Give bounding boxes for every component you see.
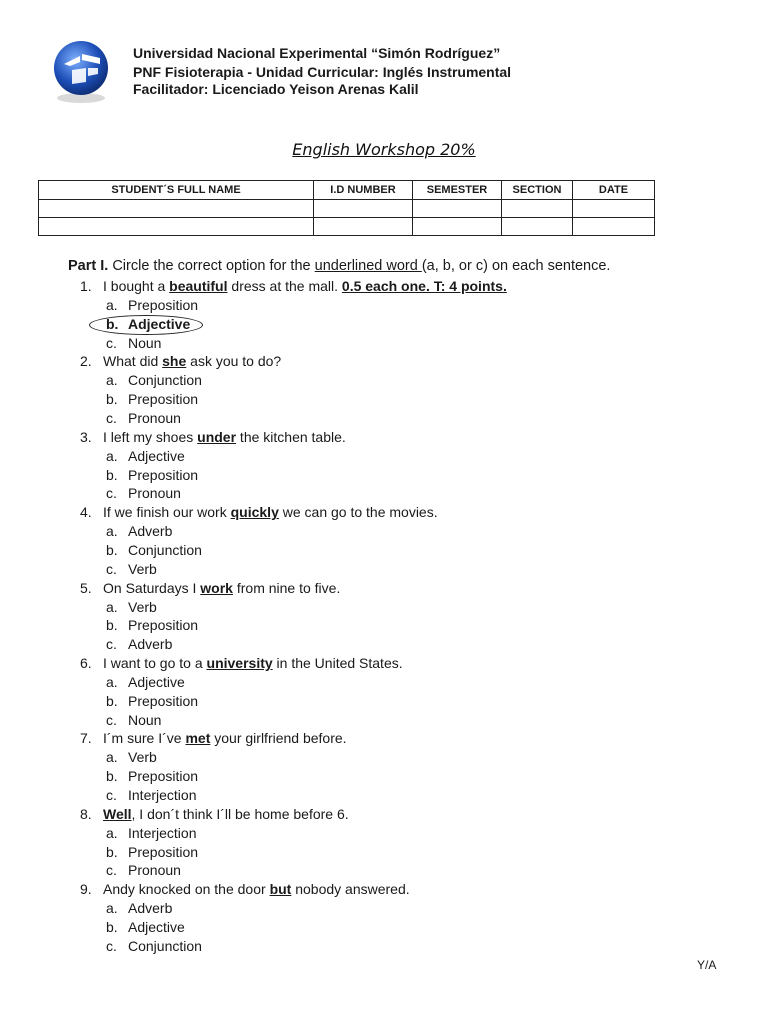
question-target-word: beautiful <box>169 278 228 294</box>
question-number: 6. <box>80 654 92 671</box>
question-item <box>0 429 768 448</box>
answer-option[interactable] <box>0 617 768 636</box>
question-target-word: work <box>200 579 233 596</box>
question-item <box>0 730 768 749</box>
header-id-number: I.D NUMBER <box>314 181 413 200</box>
question-item <box>0 353 768 372</box>
option-letter: b. <box>106 617 118 634</box>
question-item <box>0 655 768 674</box>
id-number-cell[interactable] <box>314 218 413 236</box>
option-text: Interjection <box>128 824 197 841</box>
question-number: 5. <box>80 579 92 596</box>
option-text: Adverb <box>128 900 173 917</box>
option-text: Pronoun <box>128 485 181 502</box>
answer-option[interactable] <box>0 749 768 768</box>
answer-option[interactable] <box>0 712 768 731</box>
option-letter: c. <box>106 485 117 502</box>
question-text-after: dress at the mall. <box>227 278 342 294</box>
option-letter: b. <box>106 541 118 558</box>
semester-cell[interactable] <box>413 218 502 236</box>
section-cell[interactable] <box>502 200 573 218</box>
table-row[interactable] <box>39 200 655 218</box>
option-letter: a. <box>106 297 118 313</box>
university-logo <box>50 38 112 106</box>
option-text: Preposition <box>128 768 199 785</box>
answer-option[interactable] <box>0 542 768 561</box>
answer-option[interactable] <box>0 372 768 391</box>
answer-option[interactable] <box>0 410 768 429</box>
question-target-word: university <box>206 654 273 671</box>
question-item <box>0 504 768 523</box>
id-number-cell[interactable] <box>314 200 413 218</box>
answer-option[interactable] <box>0 787 768 806</box>
question-text <box>103 655 403 671</box>
footer-initials: Y/A <box>697 958 717 972</box>
student-info-table <box>38 180 655 236</box>
option-letter: b. <box>106 843 118 860</box>
option-text: Preposition <box>128 843 199 860</box>
option-text: Adjective <box>128 447 185 464</box>
table-header-row <box>39 181 655 200</box>
option-letter: b. <box>106 315 119 332</box>
full-name-cell[interactable] <box>39 200 314 218</box>
option-text: Preposition <box>128 617 199 634</box>
answer-option[interactable] <box>0 636 768 655</box>
program-name: PNF Fisioterapia - Unidad Curricular: Inglés Instrumental <box>133 64 512 80</box>
semester-cell[interactable] <box>413 200 502 218</box>
question-target-word: she <box>162 353 187 370</box>
question-target-word: met <box>185 730 211 747</box>
full-name-cell[interactable] <box>39 218 314 236</box>
option-letter: c. <box>106 711 117 728</box>
question-text <box>103 580 340 596</box>
option-text: Preposition <box>128 692 199 709</box>
option-letter: c. <box>106 786 117 803</box>
option-letter: b. <box>106 692 118 709</box>
option-letter: c. <box>106 334 117 351</box>
answer-option[interactable] <box>0 768 768 787</box>
question-text-before: If we finish our work <box>103 504 231 521</box>
option-letter: a. <box>106 447 118 464</box>
question-target-word: but <box>269 881 292 898</box>
answer-option[interactable] <box>0 485 768 504</box>
answer-option[interactable] <box>0 674 768 693</box>
instruction-text-end: (a, b, or c) on each sentence. <box>421 258 611 274</box>
option-text: Adverb <box>128 523 173 540</box>
option-text: Noun <box>128 334 162 351</box>
answer-option[interactable] <box>0 297 768 316</box>
question-text <box>103 730 347 746</box>
option-text: Preposition <box>128 391 199 408</box>
option-letter: b. <box>106 391 118 408</box>
option-letter: c. <box>106 862 117 879</box>
option-text: Verb <box>128 749 157 766</box>
option-text: Pronoun <box>128 409 181 426</box>
question-text <box>103 278 507 294</box>
answer-option[interactable] <box>0 693 768 712</box>
question-points-note: 0.5 each one. T: 4 points. <box>341 278 507 294</box>
answer-option[interactable] <box>0 919 768 938</box>
option-letter: a. <box>106 372 118 389</box>
option-text: Conjunction <box>128 372 202 389</box>
question-text-after: ask you to do? <box>186 353 282 370</box>
question-text-before: On Saturdays I <box>103 579 201 596</box>
question-text-after: , I don´t think I´ll be home before 6. <box>131 805 349 822</box>
question-text-after: your girlfriend before. <box>210 730 347 747</box>
option-text: Preposition <box>128 466 199 483</box>
table-row[interactable] <box>39 218 655 236</box>
question-text-after: in the United States. <box>272 654 403 671</box>
institution-name: Universidad Nacional Experimental “Simón Rodríguez” <box>133 45 501 61</box>
answer-option[interactable] <box>0 825 768 844</box>
answer-option[interactable] <box>0 844 768 863</box>
answer-option[interactable] <box>0 938 768 957</box>
question-item <box>0 278 768 297</box>
question-item <box>0 806 768 825</box>
option-text: Adjective <box>128 918 185 935</box>
date-cell[interactable] <box>573 218 655 236</box>
question-text-after: we can go to the movies. <box>278 504 438 521</box>
instruction-text: Circle the correct option for the <box>108 258 315 274</box>
question-number: 2. <box>80 353 92 370</box>
answer-circle-mark <box>89 315 203 335</box>
answer-option[interactable] <box>0 900 768 919</box>
option-text: Adverb <box>128 636 173 653</box>
question-text <box>103 504 438 520</box>
option-text: Adjective <box>128 673 185 690</box>
header-semester: SEMESTER <box>413 181 502 200</box>
facilitator-name: Facilitador: Licenciado Yeison Arenas Kalil <box>133 81 419 97</box>
question-number: 3. <box>80 428 92 445</box>
option-letter: c. <box>106 937 117 954</box>
option-text: Preposition <box>128 297 199 313</box>
answer-option[interactable] <box>0 391 768 410</box>
answer-option[interactable] <box>0 599 768 618</box>
answer-option[interactable] <box>0 467 768 486</box>
option-letter: a. <box>106 900 118 917</box>
question-text <box>103 429 346 445</box>
question-list <box>0 278 768 957</box>
option-letter: a. <box>106 598 118 615</box>
question-target-word: Well <box>103 805 132 822</box>
option-text: Verb <box>128 598 157 615</box>
option-letter: b. <box>106 768 118 785</box>
question-number: 9. <box>80 881 92 898</box>
option-letter: a. <box>106 673 118 690</box>
section-cell[interactable] <box>502 218 573 236</box>
option-letter: a. <box>106 523 118 540</box>
instruction-underlined: underlined word <box>314 258 422 274</box>
question-target-word: under <box>197 428 237 445</box>
option-letter: a. <box>106 749 118 766</box>
question-number: 4. <box>80 504 92 521</box>
date-cell[interactable] <box>573 200 655 218</box>
answer-option[interactable] <box>0 335 768 354</box>
option-text: Interjection <box>128 786 197 803</box>
question-text-before: I´m sure I´ve <box>103 730 186 747</box>
header-section: SECTION <box>502 181 573 200</box>
option-text: Conjunction <box>128 541 202 558</box>
header-date: DATE <box>573 181 655 200</box>
question-text-before: I bought a <box>103 278 170 294</box>
option-text: Verb <box>128 560 157 577</box>
question-text <box>103 881 410 897</box>
answer-option[interactable] <box>0 448 768 467</box>
option-letter: c. <box>106 409 117 426</box>
option-letter: c. <box>106 636 117 653</box>
part-label: Part I. <box>68 258 109 274</box>
option-letter: b. <box>106 918 118 935</box>
question-text-before: What did <box>103 353 163 370</box>
question-target-word: quickly <box>230 504 279 521</box>
question-text-before: I left my shoes <box>103 428 198 445</box>
question-text-after: the kitchen table. <box>236 428 346 445</box>
option-letter: a. <box>106 824 118 841</box>
answer-option[interactable] <box>0 862 768 881</box>
question-text <box>103 353 281 369</box>
question-text <box>103 806 349 822</box>
answer-option[interactable] <box>0 523 768 542</box>
question-number: 1. <box>80 278 92 294</box>
option-text: Conjunction <box>128 937 202 954</box>
answer-option[interactable] <box>0 561 768 580</box>
question-number: 8. <box>80 805 92 822</box>
option-letter: c. <box>106 560 117 577</box>
question-item <box>0 881 768 900</box>
question-text-before: I want to go to a <box>103 654 207 671</box>
question-text-before: Andy knocked on the door <box>103 881 270 898</box>
question-text-after: from nine to five. <box>232 579 341 596</box>
header-full-name: STUDENT´S FULL NAME <box>39 181 314 200</box>
part-one-instructions <box>68 258 610 274</box>
question-item <box>0 580 768 599</box>
option-text: Noun <box>128 711 162 728</box>
question-text-after: nobody answered. <box>291 881 410 898</box>
question-number: 7. <box>80 730 92 747</box>
workshop-title: English Workshop 20% <box>292 140 476 159</box>
option-letter: b. <box>106 466 118 483</box>
option-text: Adjective <box>128 315 191 332</box>
option-text: Pronoun <box>128 862 181 879</box>
